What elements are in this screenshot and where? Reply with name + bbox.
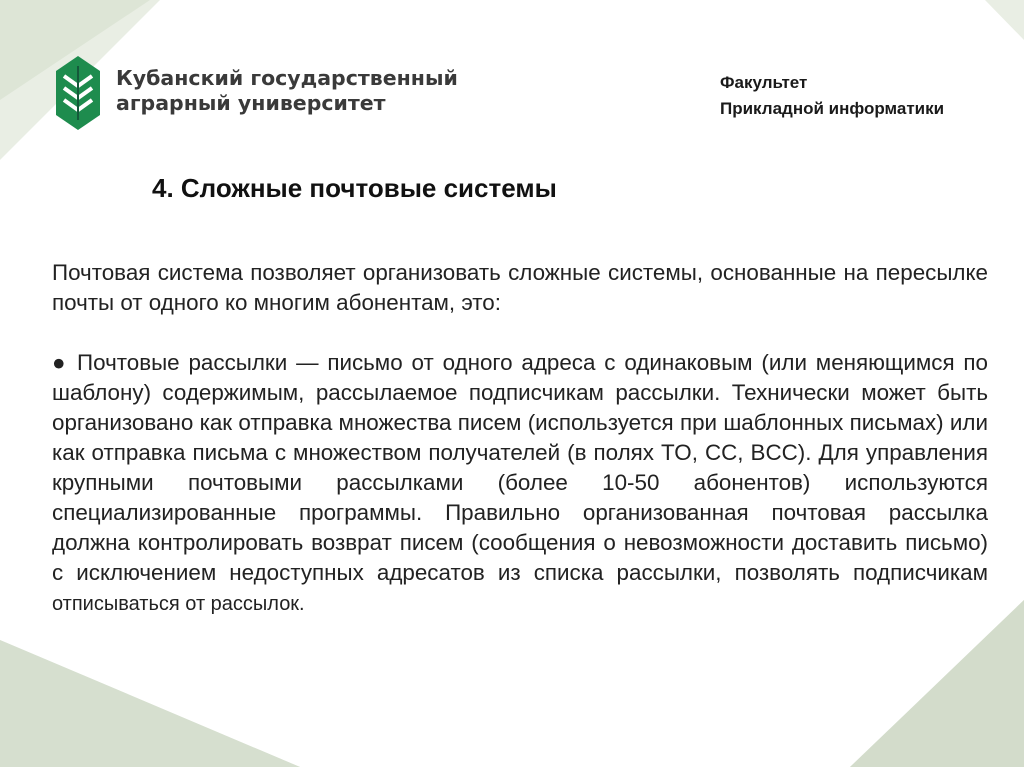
bullet-paragraph [52,348,988,619]
slide-body [52,258,988,619]
university-name-line2: аграрный университет [116,91,386,115]
university-name [116,66,458,116]
slide-title: 4. Сложные почтовые системы [152,173,557,203]
university-logo-icon [56,56,100,130]
faculty-name-line2: Прикладной информатики [720,99,945,118]
faculty-name-line1: Факультет [720,73,808,92]
bullet-text: Почтовые рассылки — письмо от одного адреса с одинаковым (или меняющимся по шаблону) содержимым, рассылаемое подписчикам рассылки. Технически может быть организовано как отправка множества писем (используется при шаблонных письмах) или как отправка письма с множеством получателей (в полях TO, CC, BCC). Для управления крупными почтовыми рассылками (более 10-50 абонентов) используются специализированные программы. Правильно организованная почтовая рассылка должна контролировать возврат писем (сообщения о невозможности доставить письмо) с исключением недоступных адресатов из списка рассылки, позволять подписчикам [52,350,988,585]
intro-paragraph: Почтовая система позволяет организовать сложные системы, основанные на пересылке почты от одного ко многим абонентам, это: [52,260,988,315]
bullet-marker-icon: ● [52,350,69,375]
paragraph-spacer [52,318,988,348]
faculty-name [720,70,944,122]
bullet-tail-text: отписываться от рассылок. [52,593,305,615]
university-name-line1: Кубанский государственный [116,66,458,90]
